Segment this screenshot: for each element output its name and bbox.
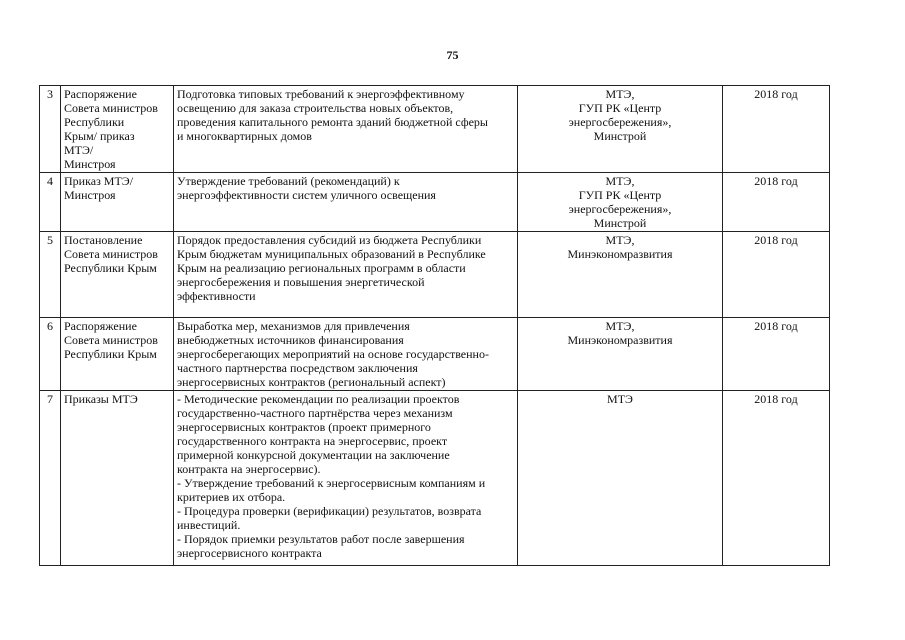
- task-line: энергосберегающих мероприятий на основе государственно-: [177, 347, 489, 361]
- responsible-line: Минстрой: [593, 129, 647, 143]
- task-cell: [174, 86, 518, 173]
- responsible-line: энергосбережения»,: [568, 115, 672, 129]
- term-cell: 2018 год: [723, 391, 830, 566]
- document-line: Распоряжение: [64, 87, 137, 101]
- document-line: Распоряжение: [64, 319, 137, 333]
- task-line: - Утверждение требований к энергосервисным компаниям и: [177, 476, 486, 490]
- responsible-line: МТЭ: [607, 392, 633, 406]
- responsible-cell: [518, 391, 723, 566]
- row-number: 5: [40, 232, 61, 318]
- document-type-cell: [61, 318, 174, 391]
- document-line: МТЭ/: [64, 143, 94, 157]
- document-line: Совета министров: [64, 247, 158, 261]
- task-line: Утверждение требований (рекомендаций) к: [177, 174, 400, 188]
- table-row: [40, 232, 830, 318]
- document-type-cell: [61, 232, 174, 318]
- task-line: частного партнерства посредством заключения: [177, 361, 418, 375]
- task-line: энергосервисных контрактов (проект примерного: [177, 420, 431, 434]
- row-number: 3: [40, 86, 61, 173]
- table-row: [40, 391, 830, 566]
- responsible-cell: [518, 318, 723, 391]
- task-line: контракта на энергосервис).: [177, 462, 321, 476]
- document-type-cell: [61, 86, 174, 173]
- task-line: и многоквартирных домов: [177, 129, 312, 143]
- row-number: 7: [40, 391, 61, 566]
- task-line: освещению для заказа строительства новых объектов,: [177, 101, 454, 115]
- task-cell: [174, 232, 518, 318]
- task-line: критериев их отбора.: [177, 490, 286, 504]
- responsible-line: Минэкономразвития: [567, 247, 673, 261]
- responsible-line: Минстрой: [593, 216, 647, 230]
- document-line: Республики: [64, 115, 125, 129]
- task-line: - Порядок приемки результатов работ после завершения: [177, 532, 465, 546]
- responsible-line: МТЭ,: [605, 233, 635, 247]
- responsible-cell: [518, 232, 723, 318]
- task-line: - Методические рекомендации по реализации проектов: [177, 392, 460, 406]
- row-number: 4: [40, 173, 61, 232]
- document-line: Минстроя: [64, 157, 116, 171]
- term-cell: 2018 год: [723, 232, 830, 318]
- responsible-line: Минэкономразвития: [567, 333, 673, 347]
- page-number: 75: [446, 48, 459, 62]
- responsible-line: МТЭ,: [605, 87, 635, 101]
- document-line: Крым/ приказ: [64, 129, 135, 143]
- row-number: 6: [40, 318, 61, 391]
- responsible-line: энергосбережения»,: [568, 202, 672, 216]
- task-line: энергосбережения и повышения энергетической: [177, 275, 425, 289]
- document-line: Постановление: [64, 233, 143, 247]
- responsible-line: ГУП РК «Центр: [578, 188, 662, 202]
- task-line: проведения капитального ремонта зданий бюджетной сферы: [177, 115, 488, 129]
- task-line: примерной конкурсной документации на заключение: [177, 448, 450, 462]
- task-line: Подготовка типовых требований к энергоэффективному: [177, 87, 465, 101]
- responsible-line: МТЭ,: [605, 319, 635, 333]
- task-cell: [174, 391, 518, 566]
- task-line: Порядок предоставления субсидий из бюджета Республики: [177, 233, 482, 247]
- task-line: энергосервисных контрактов (региональный аспект): [177, 375, 446, 389]
- table-row: [40, 86, 830, 173]
- responsible-cell: [518, 86, 723, 173]
- document-line: Приказ МТЭ/: [64, 174, 134, 188]
- task-line: - Процедура проверки (верификации) результатов, возврата: [177, 504, 482, 518]
- table-row: [40, 318, 830, 391]
- responsible-cell: [518, 173, 723, 232]
- task-line: инвестиций.: [177, 518, 241, 532]
- task-line: эффективности: [177, 289, 256, 303]
- task-cell: [174, 173, 518, 232]
- task-cell: [174, 318, 518, 391]
- document-line: Республики Крым: [64, 261, 157, 275]
- task-line: внебюджетных источников финансирования: [177, 333, 404, 347]
- task-line: энергосервисного контракта: [177, 546, 322, 560]
- document-line: Республики Крым: [64, 347, 157, 361]
- task-line: Крым на реализацию региональных программ в области: [177, 261, 466, 275]
- task-line: Крым бюджетам муниципальных образований в Республике: [177, 247, 486, 261]
- task-line: государственно-частного партнёрства через механизм: [177, 406, 453, 420]
- document-type-cell: [61, 173, 174, 232]
- document-type-cell: [61, 391, 174, 566]
- document-line: Минстроя: [64, 188, 116, 202]
- responsible-line: МТЭ,: [605, 174, 635, 188]
- document-line: Совета министров: [64, 101, 158, 115]
- task-line: государственного контракта на энергосервис, проект: [177, 434, 448, 448]
- document-line: Совета министров: [64, 333, 158, 347]
- task-line: Выработка мер, механизмов для привлечения: [177, 319, 410, 333]
- term-cell: 2018 год: [723, 173, 830, 232]
- task-line: энергоэффективности систем уличного освещения: [177, 188, 436, 202]
- responsible-line: ГУП РК «Центр: [578, 101, 662, 115]
- term-cell: 2018 год: [723, 86, 830, 173]
- measures-table: [39, 85, 830, 566]
- table-row: [40, 173, 830, 232]
- document-line: Приказы МТЭ: [64, 392, 138, 406]
- term-cell: 2018 год: [723, 318, 830, 391]
